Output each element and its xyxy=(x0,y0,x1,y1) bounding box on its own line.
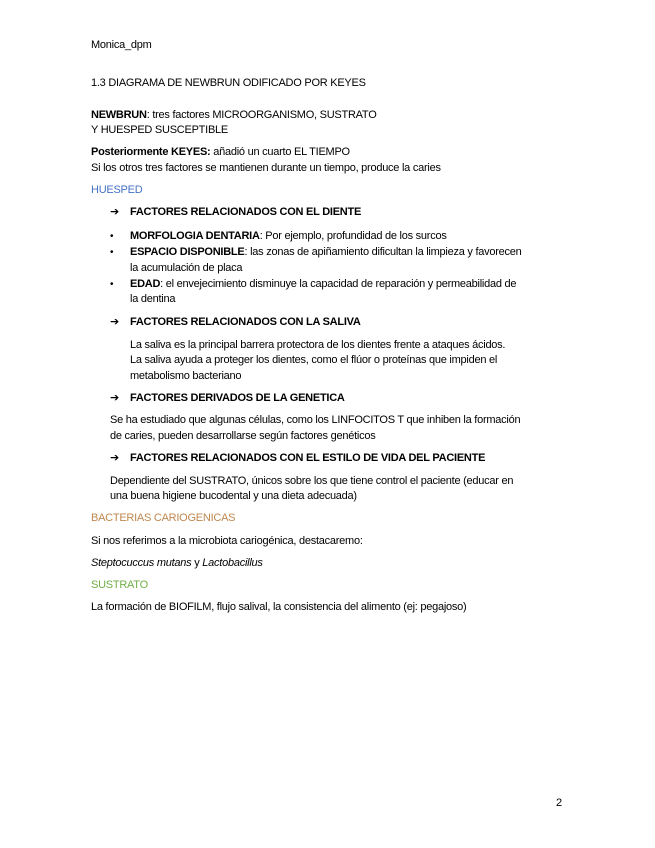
newbrun-label: NEWBRUN xyxy=(91,109,147,121)
genetica-heading: FACTORES DERIVADOS DE LA GENETICA xyxy=(130,392,345,404)
list-item-morfologia xyxy=(130,229,447,245)
arrow-icon: ➔ xyxy=(110,392,119,404)
espacio-label: ESPACIO DISPONIBLE xyxy=(130,246,245,258)
genetica-text-1: Se ha estudiado que algunas células, como los LINFOCITOS T que inhiben la formación xyxy=(110,414,521,426)
list-item-espacio xyxy=(130,245,522,261)
bullet-icon: • xyxy=(110,247,114,258)
huesped-heading: HUESPED xyxy=(91,184,143,196)
sustrato-heading: SUSTRATO xyxy=(91,579,148,591)
header-author: Monica_dpm xyxy=(91,39,152,51)
list-item-edad xyxy=(130,277,516,293)
page-number: 2 xyxy=(556,797,562,809)
section-title: 1.3 DIAGRAMA DE NEWBRUN ODIFICADO POR KEYES xyxy=(91,77,366,89)
bullet-icon: • xyxy=(110,231,114,242)
sustrato-text: La formación de BIOFILM, flujo salival, la consistencia del alimento (ej: pegajoso) xyxy=(91,601,467,613)
saliva-heading: FACTORES RELACIONADOS CON LA SALIVA xyxy=(130,316,361,328)
espacio-text-2: la acumulación de placa xyxy=(130,262,243,274)
arrow-icon: ➔ xyxy=(110,452,119,464)
morfologia-text: : Por ejemplo, profundidad de los surcos xyxy=(259,230,447,242)
diente-heading: FACTORES RELACIONADOS CON EL DIENTE xyxy=(130,206,362,218)
species-lactobacillus: Lactobacillus xyxy=(202,557,263,569)
keyes-text-1: añadió un cuarto EL TIEMPO xyxy=(210,146,350,158)
estilo-text-1: Dependiente del SUSTRATO, únicos sobre los que tiene control el paciente (educar en xyxy=(110,475,514,487)
species-streptococcus: Steptocuccus mutans xyxy=(91,557,192,569)
espacio-text-1: : las zonas de apiñamiento dificultan la limpieza y favorecen xyxy=(244,246,522,258)
arrow-icon: ➔ xyxy=(110,206,119,218)
edad-text-1: : el envejecimiento disminuye la capacidad de reparación y permeabilidad de xyxy=(160,278,517,290)
keyes-text-2: Si los otros tres factores se mantienen durante un tiempo, produce la caries xyxy=(91,162,441,174)
bacterias-text: Si nos referimos a la microbiota cariogénica, destacaremo: xyxy=(91,535,363,547)
keyes-label: Posteriormente KEYES: xyxy=(91,146,211,158)
bacterias-species xyxy=(91,556,263,572)
estilo-heading: FACTORES RELACIONADOS CON EL ESTILO DE VIDA DEL PACIENTE xyxy=(130,452,486,464)
edad-text-2: la dentina xyxy=(130,293,176,305)
bacterias-heading: BACTERIAS CARIOGENICAS xyxy=(91,512,236,524)
newbrun-text-1: : tres factores MICROORGANISMO, SUSTRATO xyxy=(146,109,377,121)
saliva-text-1: La saliva es la principal barrera protectora de los dientes frente a ataques ácidos. xyxy=(130,339,506,351)
estilo-text-2: una buena higiene bucodental y una dieta adecuada) xyxy=(110,490,357,502)
species-conjunction: y xyxy=(191,557,203,569)
saliva-text-2: La saliva ayuda a proteger los dientes, como el flúor o proteínas que impiden el xyxy=(130,354,498,366)
genetica-text-2: de caries, pueden desarrollarse según factores genéticos xyxy=(110,430,376,442)
newbrun-text-2: Y HUESPED SUSCEPTIBLE xyxy=(91,124,228,136)
saliva-text-3: metabolismo bacteriano xyxy=(130,370,242,382)
arrow-icon: ➔ xyxy=(110,316,119,328)
edad-label: EDAD xyxy=(130,278,161,290)
newbrun-paragraph xyxy=(91,108,377,124)
morfologia-label: MORFOLOGIA DENTARIA xyxy=(130,230,260,242)
bullet-icon: • xyxy=(110,279,114,290)
keyes-paragraph xyxy=(91,145,350,161)
